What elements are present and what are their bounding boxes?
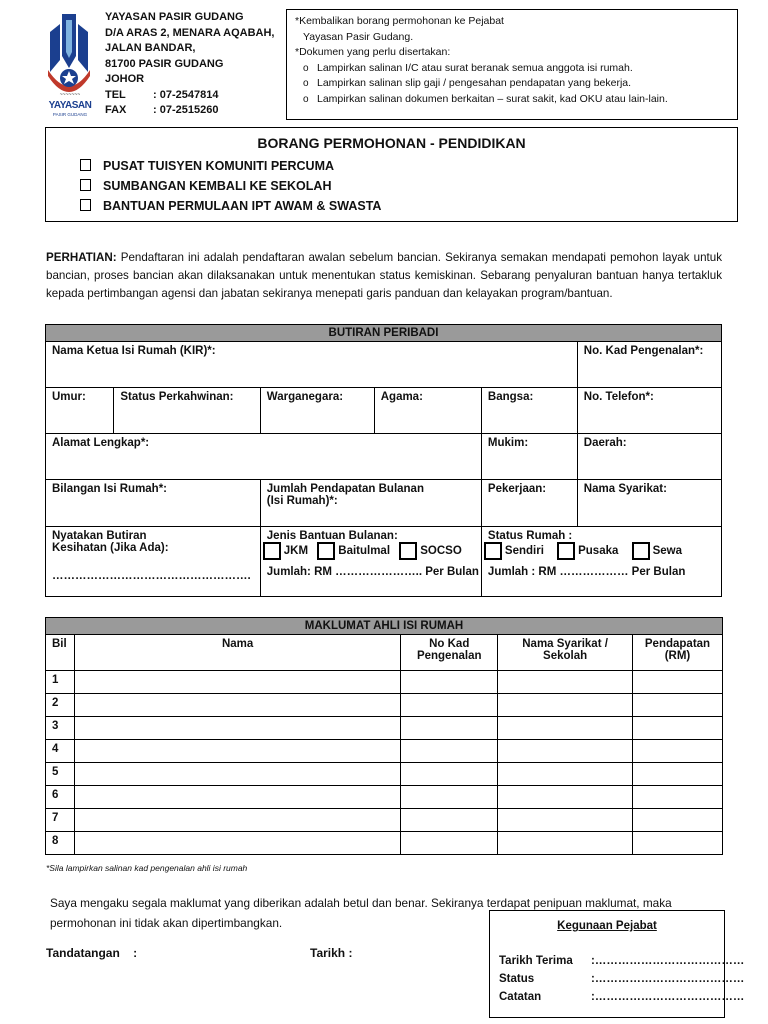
- row-number: 3: [46, 717, 75, 740]
- checkbox[interactable]: [80, 199, 91, 211]
- tarikh-terima-row: [499, 955, 744, 967]
- address-line: YAYASAN PASIR GUDANG: [105, 11, 244, 23]
- address-line: D/A ARAS 2, MENARA AQABAH,: [105, 26, 275, 39]
- agama-field[interactable]: [374, 388, 481, 434]
- field-label: Bangsa:: [487, 391, 534, 403]
- alamat-field[interactable]: [46, 434, 482, 480]
- pendapatan-cell[interactable]: [632, 832, 722, 855]
- syarikat-cell[interactable]: [498, 717, 633, 740]
- tel-value: : 07-2547814: [153, 88, 219, 101]
- option-label: JKM: [283, 545, 309, 558]
- jenis-bantuan-field: [260, 527, 481, 597]
- field-label: Catatan: [499, 991, 542, 1003]
- table-footnote: *Sila lampirkan salinan kad pengenalan ahli isi rumah: [46, 863, 248, 873]
- office-use-title: Kegunaan Pejabat: [557, 920, 657, 932]
- bantuan-amount-line: Jumlah: RM ………………….. Per Bulan: [266, 566, 479, 578]
- field-label: Nyatakan Butiran: [52, 530, 147, 542]
- table-row: [46, 717, 723, 740]
- address-line: JOHOR: [105, 73, 145, 85]
- syarikat-cell[interactable]: [498, 809, 633, 832]
- logo-subtext: PASIR GUDANG: [52, 112, 88, 117]
- pendapatan-cell[interactable]: [632, 786, 722, 809]
- syarikat-cell[interactable]: [498, 786, 633, 809]
- nama-cell[interactable]: [74, 786, 400, 809]
- daerah-field[interactable]: [577, 434, 721, 480]
- date-field[interactable]: Tarikh :: [310, 946, 353, 960]
- field-label: Agama:: [380, 391, 423, 403]
- document-item: o Lampirkan salinan I/C atau surat beranak semua anggota isi rumah.: [295, 61, 729, 77]
- ic-cell[interactable]: [401, 832, 498, 855]
- signature-field[interactable]: Tandatangan :: [46, 946, 138, 960]
- nama-cell[interactable]: [74, 671, 400, 694]
- row-number: 8: [46, 832, 75, 855]
- option-label: BANTUAN PERMULAAN IPT AWAM & SWASTA: [103, 199, 382, 213]
- field-label: Jenis Bantuan Bulanan:: [266, 530, 398, 542]
- col-header-syarikat: Nama Syarikat / Sekolah: [498, 635, 633, 671]
- field-label: Daerah:: [583, 437, 627, 449]
- bangsa-field[interactable]: [481, 388, 577, 434]
- option-bantuan-ipt[interactable]: [80, 199, 381, 213]
- table-row: [46, 694, 723, 717]
- sendiri-checkbox[interactable]: [484, 542, 502, 560]
- checkbox[interactable]: [80, 179, 91, 191]
- table-row: [46, 832, 723, 855]
- checkbox[interactable]: [80, 159, 91, 171]
- nama-cell[interactable]: [74, 832, 400, 855]
- field-label: No. Telefon*:: [583, 391, 654, 403]
- form-title: BORANG PERMOHONAN - PENDIDIKAN: [257, 135, 526, 151]
- pendapatan-cell[interactable]: [632, 717, 722, 740]
- tel-label: TEL: [105, 88, 126, 101]
- instruction-line: *Kembalikan borang permohonan ke Pejabat: [295, 15, 504, 27]
- col-header-ic: No Kad Pengenalan: [401, 635, 498, 671]
- status-field[interactable]: [114, 388, 260, 434]
- nama-cell[interactable]: [74, 717, 400, 740]
- instructions-box: [286, 9, 738, 120]
- option-label: SUMBANGAN KEMBALI KE SEKOLAH: [103, 179, 332, 193]
- pusaka-checkbox[interactable]: [557, 542, 575, 560]
- field-label: Jumlah Pendapatan Bulanan: [266, 483, 424, 495]
- field-label: Tarikh Terima: [499, 955, 573, 967]
- jkm-checkbox[interactable]: [263, 542, 281, 560]
- field-label: Status: [499, 973, 535, 985]
- field-label: Mukim:: [487, 437, 529, 449]
- ic-cell[interactable]: [401, 694, 498, 717]
- socso-checkbox[interactable]: [399, 542, 417, 560]
- tel-row: [105, 88, 275, 104]
- ic-cell[interactable]: [401, 763, 498, 786]
- kesihatan-field[interactable]: [46, 527, 261, 597]
- field-label: Nama Ketua Isi Rumah (KIR)*:: [52, 345, 216, 357]
- document-item: o Lampirkan salinan dokumen berkaitan – surat sakit, kad OKU atau lain-lain.: [295, 92, 729, 108]
- syarikat-cell[interactable]: [498, 763, 633, 786]
- mukim-field[interactable]: [481, 434, 577, 480]
- warganegara-field[interactable]: [260, 388, 374, 434]
- field-label: Bilangan Isi Rumah*:: [52, 483, 168, 495]
- fill-line: :…………………………………: [591, 991, 745, 1003]
- office-use-box: [489, 910, 745, 1018]
- field-label: Warganegara:: [266, 391, 344, 403]
- notice-paragraph: [46, 249, 722, 303]
- row-number: 5: [46, 763, 75, 786]
- field-label: (Isi Rumah)*:: [266, 495, 338, 507]
- form-title-box: [45, 127, 738, 222]
- row-number: 4: [46, 740, 75, 763]
- logo-arabic: ~~~~~~~: [59, 92, 81, 98]
- notice-text: Pendaftaran ini adalah pendaftaran awalan sebelum bancian. Sekiranya semakan mendapati pemohon layak untuk bancian, proses bancian akan dilaksanakan untuk menentukan status kemiskinan. Sebarang penyaluran bantuan hanya tertakluk kepada pertimbangan agensi dan jabatan sekiranya menepati garis panduan dan kelayakan program/bantuan.: [46, 251, 722, 300]
- catatan-row: [499, 991, 744, 1003]
- household-members-table: [45, 617, 723, 855]
- field-label: Kesihatan (Jika Ada):: [52, 542, 169, 554]
- status-rumah-field: [481, 527, 721, 597]
- jumlah-pendapatan-field[interactable]: [260, 480, 481, 527]
- nama-cell[interactable]: [74, 740, 400, 763]
- pendapatan-cell[interactable]: [632, 809, 722, 832]
- instruction-line: Yayasan Pasir Gudang.: [303, 30, 414, 43]
- nama-syarikat-field[interactable]: [577, 480, 721, 527]
- kir-name-field[interactable]: [46, 342, 578, 388]
- address-line: JALAN BANDAR,: [105, 42, 196, 54]
- row-number: 1: [46, 671, 75, 694]
- field-label: Status Rumah :: [487, 530, 573, 542]
- section-header: BUTIRAN PERIBADI: [46, 325, 722, 342]
- col-header-pendapatan: Pendapatan (RM): [632, 635, 722, 671]
- sewa-checkbox[interactable]: [632, 542, 650, 560]
- field-label: Nama Syarikat:: [583, 483, 667, 495]
- ic-cell[interactable]: [401, 740, 498, 763]
- fill-line: :…………………………………: [591, 973, 745, 985]
- personal-details-table: [45, 324, 722, 597]
- option-label: Pusaka: [578, 545, 619, 558]
- ic-cell[interactable]: [401, 786, 498, 809]
- section-header: MAKLUMAT AHLI ISI RUMAH: [46, 618, 723, 635]
- option-sumbangan[interactable]: [80, 179, 331, 193]
- pendapatan-cell[interactable]: [632, 740, 722, 763]
- telefon-field[interactable]: [577, 388, 721, 434]
- ic-cell[interactable]: [401, 809, 498, 832]
- document-item: o Lampirkan salinan slip gaji / pengesahan pendapatan yang bekerja.: [295, 76, 729, 92]
- ic-cell[interactable]: [401, 717, 498, 740]
- table-row: [46, 671, 723, 694]
- option-label: PUSAT TUISYEN KOMUNITI PERCUMA: [103, 159, 335, 173]
- fax-row: [105, 103, 275, 119]
- status-row: [499, 973, 744, 985]
- field-label: Status Perkahwinan:: [120, 391, 234, 403]
- rumah-amount-line: Jumlah : RM ……………… Per Bulan: [487, 566, 686, 578]
- field-label: Alamat Lengkap*:: [52, 437, 150, 449]
- ic-cell[interactable]: [401, 671, 498, 694]
- yayasan-logo: [44, 12, 96, 120]
- syarikat-cell[interactable]: [498, 740, 633, 763]
- pendapatan-cell[interactable]: [632, 694, 722, 717]
- fill-line: :…………………………………: [591, 955, 745, 967]
- declaration-text: Saya mengaku segala maklumat yang diberikan adalah betul dan benar. Sekiranya terdapat penipuan maklumat, maka permohonan ini tidak akan dipertimbangkan.: [50, 896, 672, 930]
- umur-field[interactable]: [46, 388, 114, 434]
- option-label: Sewa: [652, 545, 683, 558]
- option-pusat-tuisyen[interactable]: [80, 159, 334, 173]
- fill-line: …………………………………………….: [52, 570, 251, 582]
- row-number: 7: [46, 809, 75, 832]
- pekerjaan-field[interactable]: [481, 480, 577, 527]
- notice-label: PERHATIAN:: [46, 251, 117, 264]
- fax-value: : 07-2515260: [153, 104, 219, 116]
- row-number: 6: [46, 786, 75, 809]
- option-label: Sendiri: [504, 545, 544, 558]
- table-row: [46, 763, 723, 786]
- table-row: [46, 740, 723, 763]
- col-header-bil: Bil: [46, 635, 75, 671]
- table-row: [46, 809, 723, 832]
- col-header-nama: Nama: [74, 635, 400, 671]
- nama-cell[interactable]: [74, 763, 400, 786]
- nama-cell[interactable]: [74, 694, 400, 717]
- table-row: [46, 786, 723, 809]
- address-line: 81700 PASIR GUDANG: [105, 57, 224, 70]
- option-label: Baitulmal: [338, 545, 391, 558]
- nama-cell[interactable]: [74, 809, 400, 832]
- syarikat-cell[interactable]: [498, 694, 633, 717]
- option-label: SOCSO: [420, 545, 462, 558]
- baitulmal-checkbox[interactable]: [317, 542, 335, 560]
- instruction-line: *Dokumen yang perlu disertakan:: [295, 46, 451, 58]
- field-label: No. Kad Pengenalan*:: [583, 345, 704, 357]
- pendapatan-cell[interactable]: [632, 671, 722, 694]
- logo-text: YAYASAN: [48, 100, 92, 111]
- syarikat-cell[interactable]: [498, 671, 633, 694]
- organization-address: [105, 10, 275, 119]
- fax-label: FAX: [105, 104, 127, 116]
- ic-field[interactable]: [577, 342, 721, 388]
- pendapatan-cell[interactable]: [632, 763, 722, 786]
- field-label: Pekerjaan:: [487, 483, 547, 495]
- syarikat-cell[interactable]: [498, 832, 633, 855]
- field-label: Umur:: [52, 391, 86, 403]
- row-number: 2: [46, 694, 75, 717]
- bilangan-field[interactable]: [46, 480, 261, 527]
